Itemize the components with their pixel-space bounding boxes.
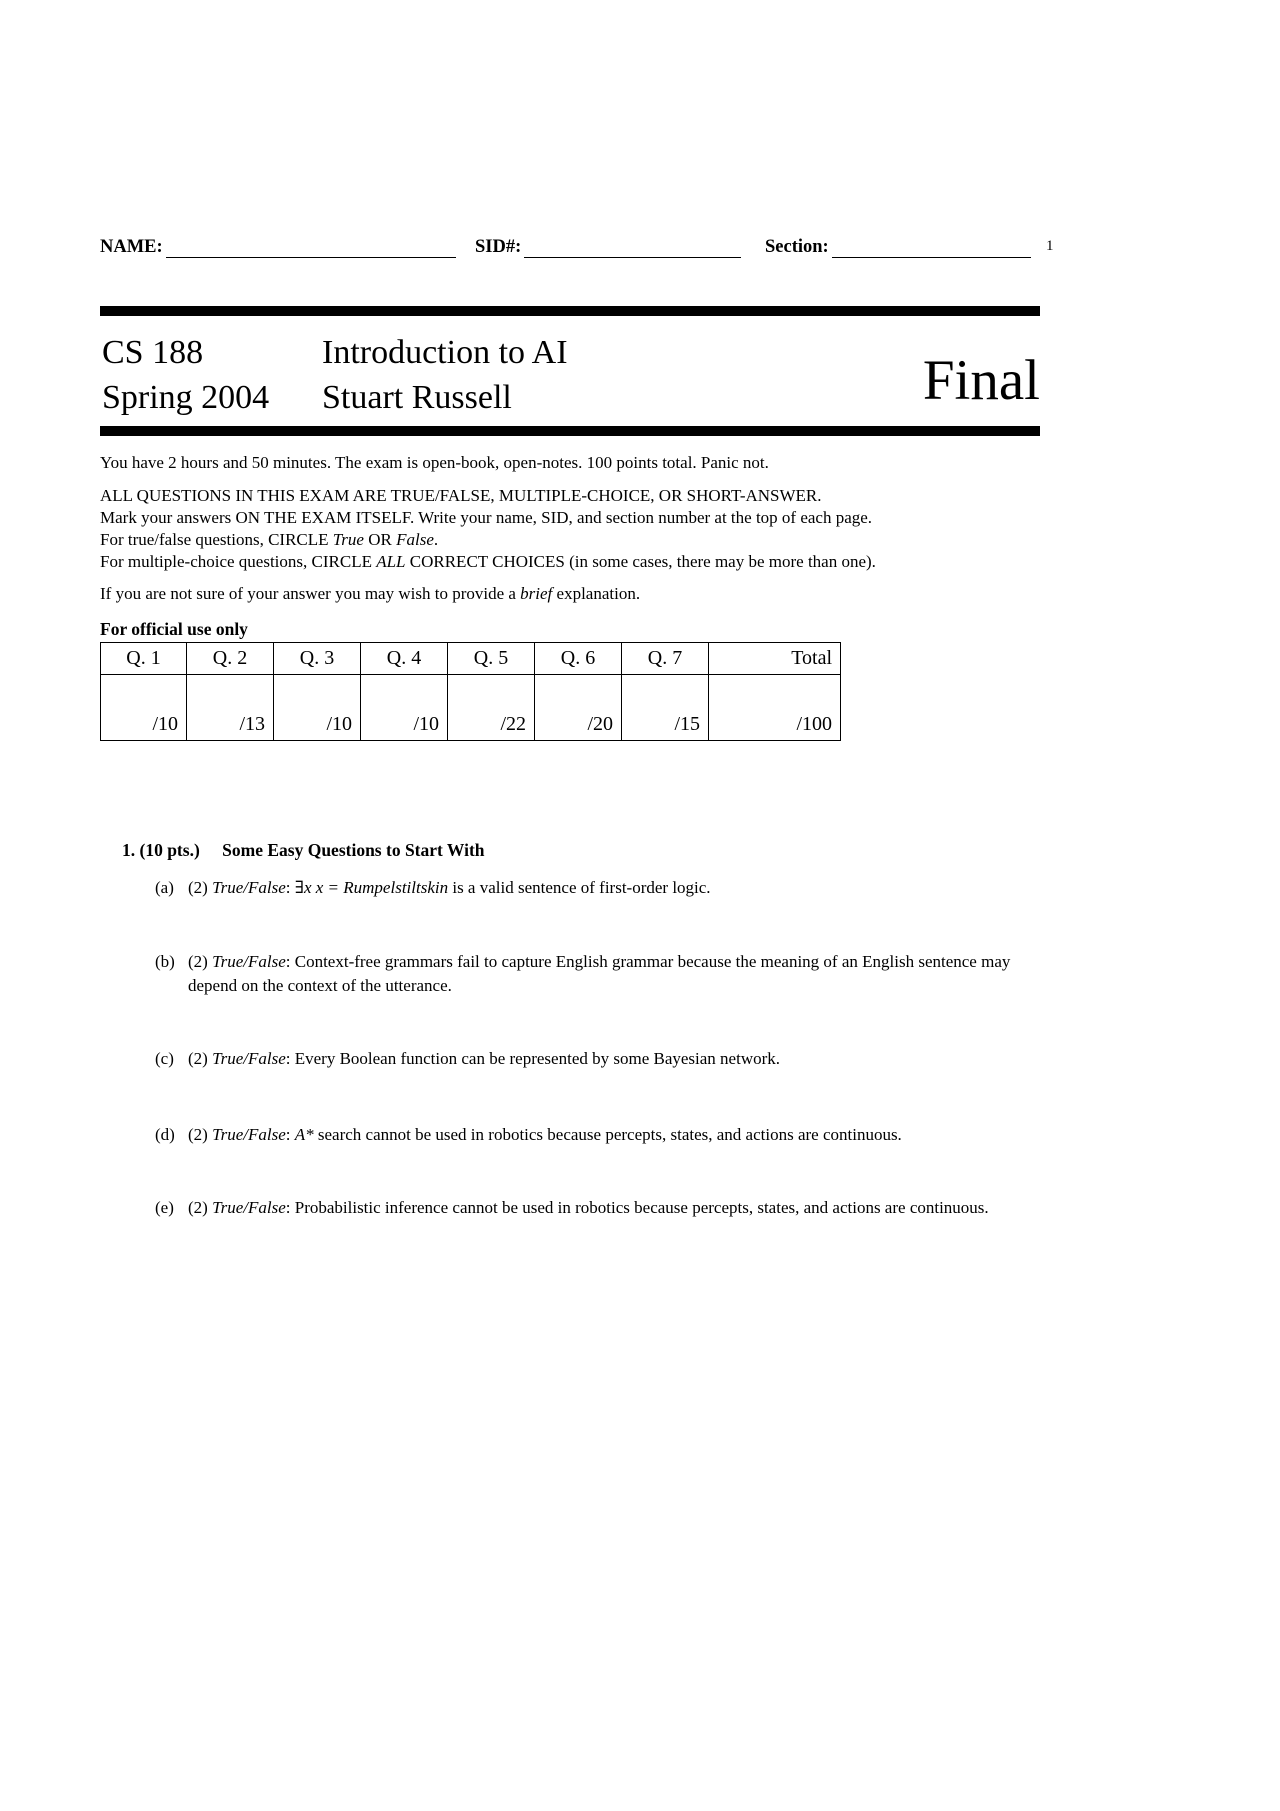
course-code: CS 188 <box>102 334 204 371</box>
item-text: (2) True/False: Context-free grammars fail to capture English grammar because the meaning of an English sentence may depend on the context of the utterance. <box>188 952 1011 995</box>
true-false-label: True/False <box>212 952 286 971</box>
true-false-label: True/False <box>212 1198 286 1217</box>
math-expression: A* <box>294 1125 314 1144</box>
explanation-note: If you are not sure of your answer you may wish to provide a brief explanation. <box>100 584 641 603</box>
true-false-label: True/False <box>212 1049 286 1068</box>
score-table <box>100 642 841 741</box>
question-number: 1. <box>122 840 136 860</box>
exam-title: Final <box>922 349 1040 412</box>
name-fill-group <box>100 232 456 258</box>
section-blank-line <box>832 236 1031 258</box>
question-item-b <box>155 950 1040 997</box>
item-text: (2) True/False: Probabilistic inference cannot be used in robotics because percepts, states, and actions are continuous. <box>188 1198 989 1217</box>
question-points: (10 pts.) <box>139 840 200 860</box>
score-value-q1: /10 <box>101 675 187 741</box>
question-1-heading <box>122 840 485 861</box>
item-text: (2) True/False: Every Boolean function can be represented by some Bayesian network. <box>188 1049 781 1068</box>
score-header-q3: Q. 3 <box>274 643 361 675</box>
course-term: Spring 2004 <box>102 379 270 416</box>
item-label: (a) <box>155 878 174 897</box>
sid-blank-line <box>524 236 741 258</box>
section-label: Section: <box>765 237 829 257</box>
sid-label: SID#: <box>475 237 522 257</box>
true-false-label: True/False <box>212 1125 286 1144</box>
header-top-rule <box>100 306 1040 316</box>
false-word: False <box>396 530 434 549</box>
question-item-a <box>155 876 1040 900</box>
section-fill-group <box>765 232 1031 258</box>
item-label: (e) <box>155 1198 174 1217</box>
instructor-name: Stuart Russell <box>322 379 512 416</box>
instruction-line-multichoice: For multiple-choice questions, CIRCLE ALL CORRECT CHOICES (in some cases, there may be more than one). <box>100 552 876 571</box>
score-header-q4: Q. 4 <box>361 643 448 675</box>
sid-fill-group <box>475 232 741 258</box>
course-title: Introduction to AI <box>322 334 568 371</box>
score-header-row <box>101 643 841 675</box>
score-value-q4: /10 <box>361 675 448 741</box>
score-header-q2: Q. 2 <box>187 643 274 675</box>
true-false-label: True/False <box>212 878 286 897</box>
brief-word: brief <box>520 584 553 603</box>
math-expression: ∃x x = Rumpelstiltskin <box>294 878 449 897</box>
item-text: (2) True/False: A* search cannot be used in robotics because percepts, states, and actions are continuous. <box>188 1125 902 1144</box>
item-label: (c) <box>155 1049 174 1068</box>
official-use-caption: For official use only <box>100 619 248 639</box>
exam-duration-note: You have 2 hours and 50 minutes. The exam is open-book, open-notes. 100 points total. Panic not. <box>100 453 769 472</box>
name-blank-line <box>166 236 456 258</box>
score-header-q1: Q. 1 <box>101 643 187 675</box>
question-item-d <box>155 1123 1040 1147</box>
score-header-q5: Q. 5 <box>448 643 535 675</box>
name-label: NAME: <box>100 237 163 257</box>
score-header-q7: Q. 7 <box>622 643 709 675</box>
score-value-q2: /13 <box>187 675 274 741</box>
score-value-total: /100 <box>709 675 841 741</box>
header-bottom-rule <box>100 426 1040 436</box>
score-value-q5: /22 <box>448 675 535 741</box>
question-item-c <box>155 1047 1040 1071</box>
score-value-q6: /20 <box>535 675 622 741</box>
item-text: (2) True/False: ∃x x = Rumpelstiltskin is a valid sentence of first-order logic. <box>188 878 711 897</box>
instruction-line-mark: Mark your answers ON THE EXAM ITSELF. Write your name, SID, and section number at the top of each page. <box>100 508 873 527</box>
true-word: True <box>332 530 364 549</box>
page-number: 1 <box>1046 238 1054 254</box>
score-value-q7: /15 <box>622 675 709 741</box>
exam-instructions <box>100 485 1040 573</box>
item-label: (b) <box>155 952 175 971</box>
score-header-q6: Q. 6 <box>535 643 622 675</box>
instruction-line-truefalse: For true/false questions, CIRCLE True OR False. <box>100 530 439 549</box>
score-header-total: Total <box>709 643 841 675</box>
question-item-e <box>155 1196 1040 1220</box>
score-value-row <box>101 675 841 741</box>
score-value-q3: /10 <box>274 675 361 741</box>
item-label: (d) <box>155 1125 175 1144</box>
question-title: Some Easy Questions to Start With <box>222 840 485 860</box>
instruction-line-types: ALL QUESTIONS IN THIS EXAM ARE TRUE/FALSE, MULTIPLE-CHOICE, OR SHORT-ANSWER. <box>100 486 822 505</box>
all-word: ALL <box>376 552 406 571</box>
